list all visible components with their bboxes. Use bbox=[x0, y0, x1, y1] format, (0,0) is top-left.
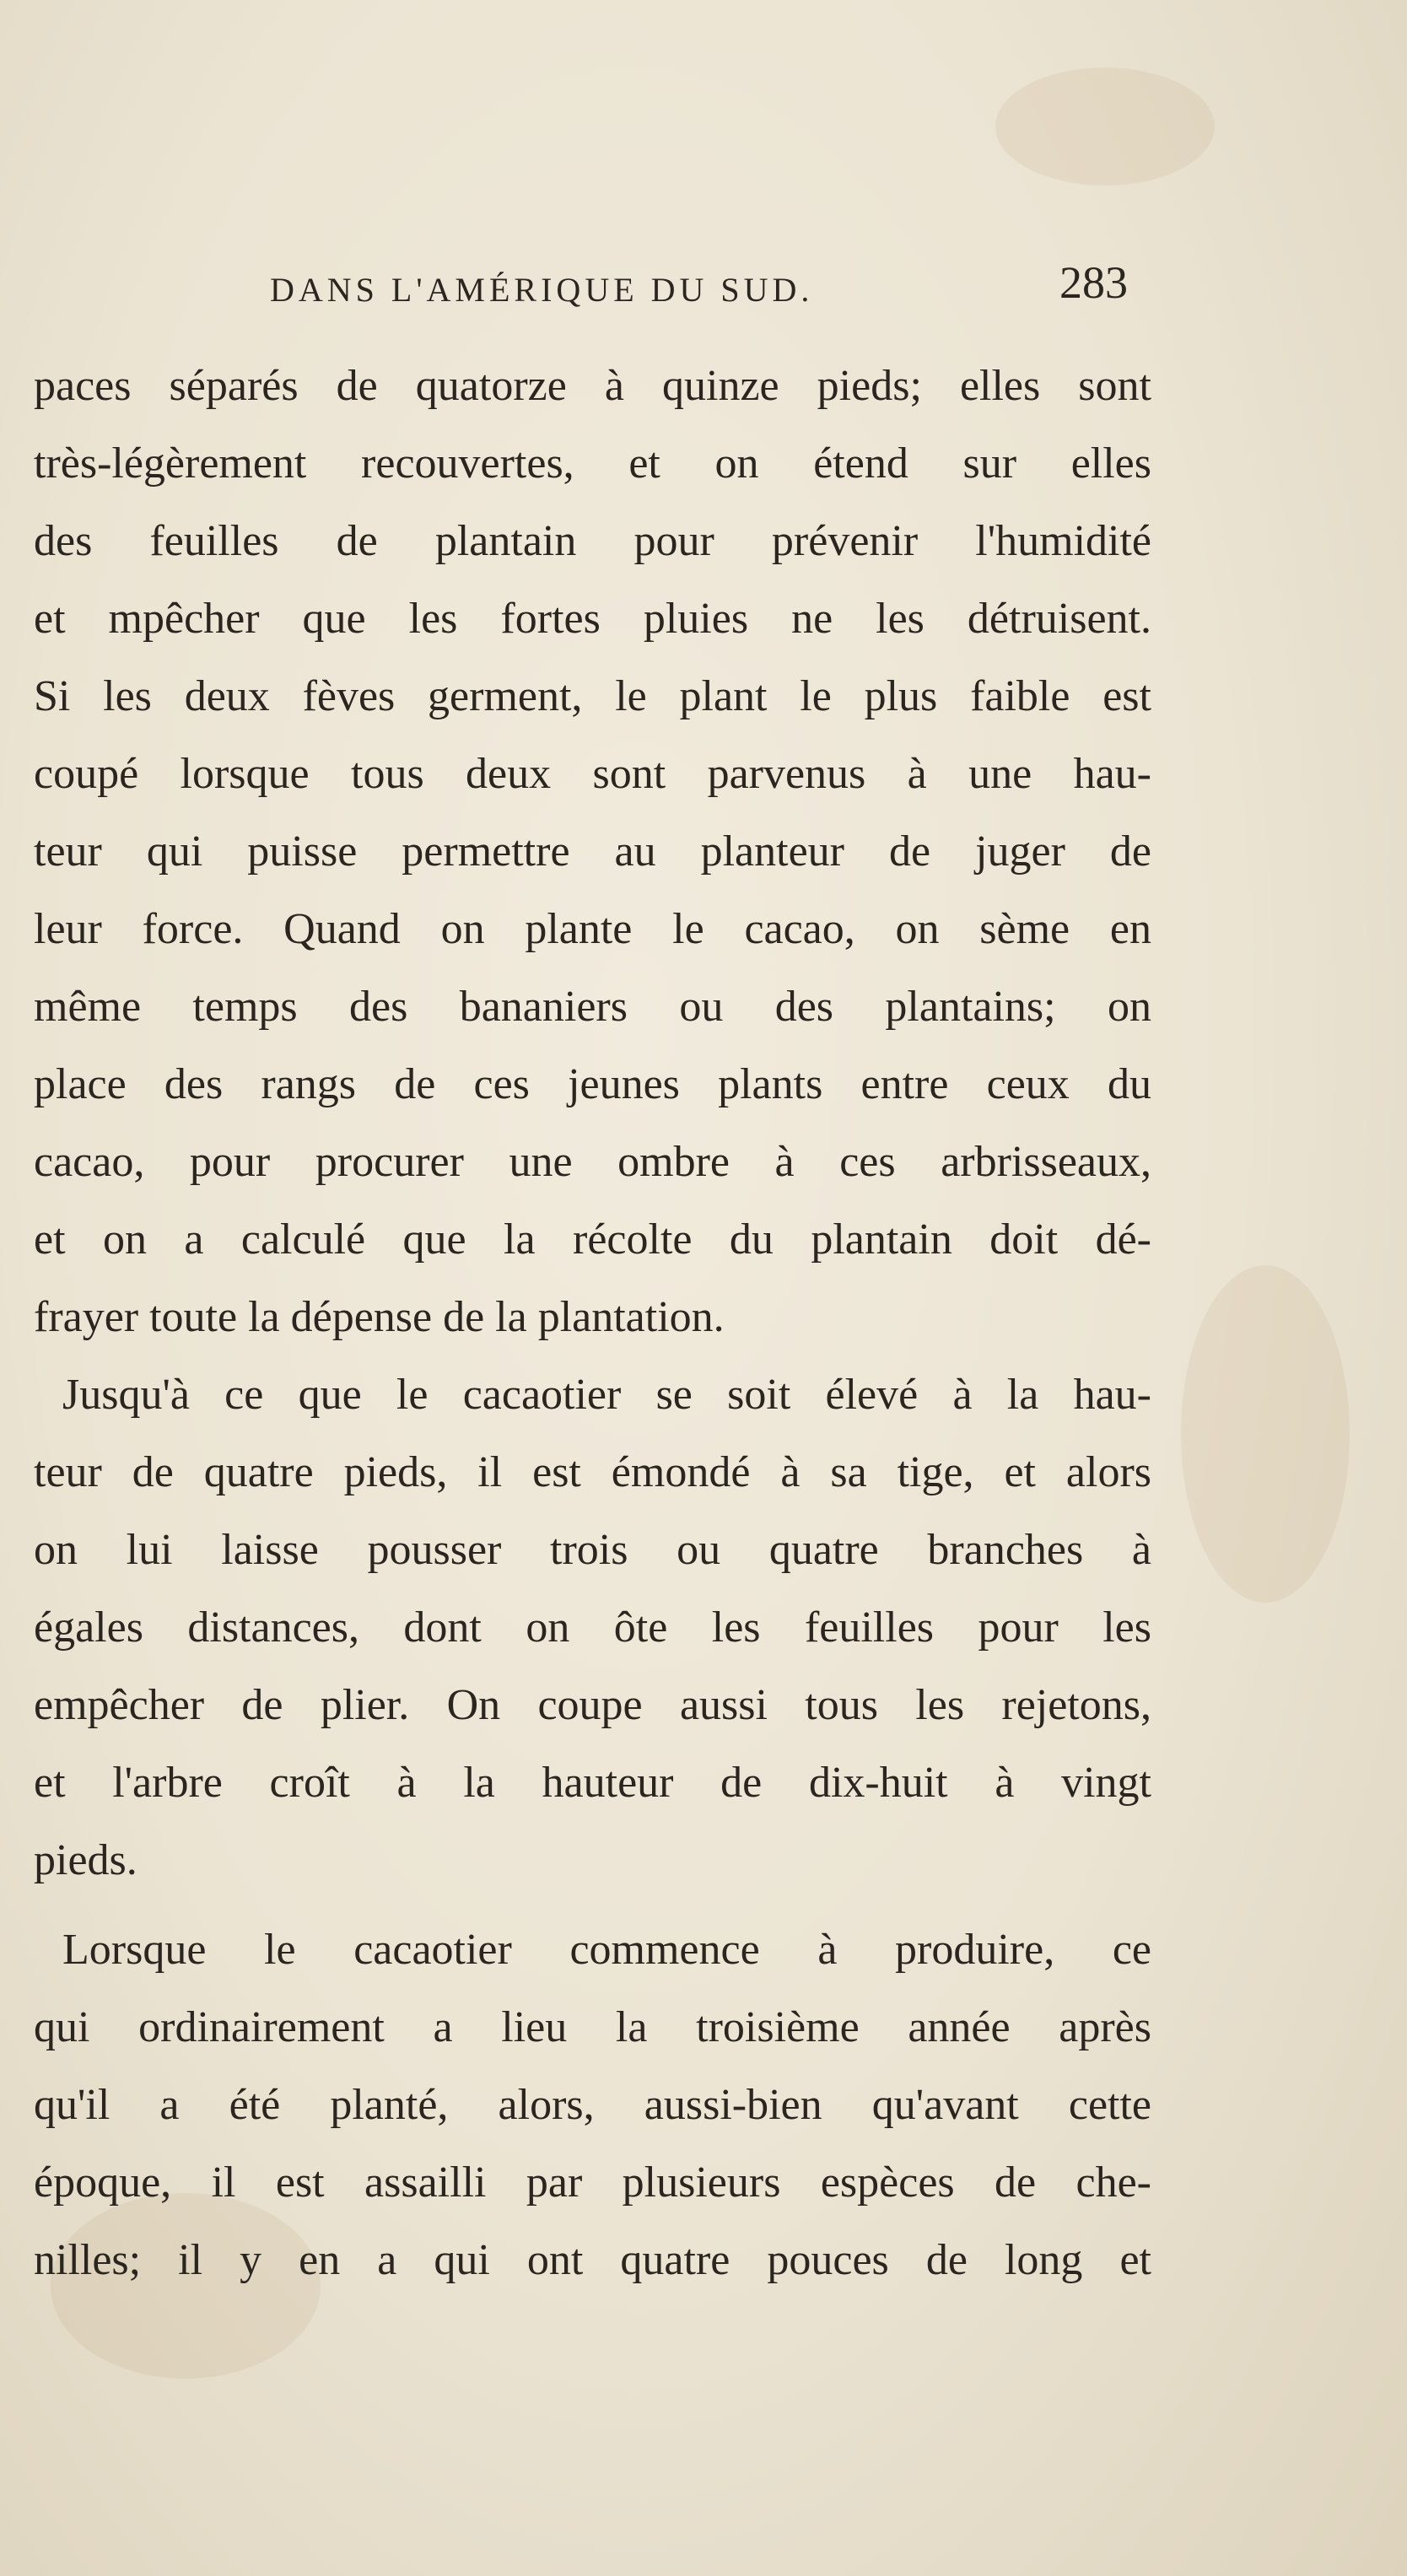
text-line: leur force. Quand on plante le cacao, on sème en bbox=[34, 905, 1151, 953]
text-line: qu'il a été planté, alors, aussi-bien qu'avant cette bbox=[34, 2081, 1151, 2129]
page-header bbox=[0, 253, 1407, 321]
text-line: coupé lorsque tous deux sont parvenus à une hau- bbox=[34, 750, 1151, 798]
text-line: époque, il est assailli par plusieurs espèces de che- bbox=[34, 2158, 1151, 2207]
text-line: et on a calculé que la récolte du plantain doit dé- bbox=[34, 1215, 1151, 1264]
text-line: paces séparés de quatorze à quinze pieds; elles sont bbox=[34, 362, 1151, 410]
text-line: des feuilles de plantain pour prévenir l'humidité bbox=[34, 517, 1151, 565]
text-line: et mpêcher que les fortes pluies ne les détruisent. bbox=[34, 595, 1151, 643]
text-line: qui ordinairement a lieu la troisième année après bbox=[34, 2003, 1151, 2051]
text-line: pieds. bbox=[34, 1836, 137, 1884]
text-line: même temps des bananiers ou des plantains; on bbox=[34, 983, 1151, 1031]
text-line: frayer toute la dépense de la plantation. bbox=[34, 1293, 725, 1341]
text-line: place des rangs de ces jeunes plants entre ceux du bbox=[34, 1060, 1151, 1108]
text-line: teur de quatre pieds, il est émondé à sa tige, et alors bbox=[34, 1448, 1151, 1496]
text-line: nilles; il y en a qui ont quatre pouces de long et bbox=[34, 2236, 1151, 2284]
text-line: cacao, pour procurer une ombre à ces arbrisseaux, bbox=[34, 1138, 1151, 1186]
text-line: Jusqu'à ce que le cacaotier se soit élevé à la hau- bbox=[62, 1371, 1151, 1419]
paragraph-spacing bbox=[34, 1900, 1151, 1911]
paragraph bbox=[34, 348, 1151, 1356]
text-line: on lui laisse pousser trois ou quatre branches à bbox=[34, 1526, 1151, 1574]
paragraph bbox=[34, 1356, 1151, 1900]
text-line: égales distances, dont on ôte les feuilles pour les bbox=[34, 1603, 1151, 1652]
text-line: très-légèrement recouvertes, et on étend sur elles bbox=[34, 439, 1151, 488]
body-text bbox=[34, 348, 1151, 2299]
text-line: teur qui puisse permettre au planteur de juger de bbox=[34, 827, 1151, 876]
paper-stain bbox=[995, 67, 1215, 186]
text-line: Si les deux fèves germent, le plant le plus faible est bbox=[34, 672, 1151, 720]
text-line: et l'arbre croît à la hauteur de dix-huit à vingt bbox=[34, 1759, 1151, 1807]
paragraph bbox=[34, 1911, 1151, 2299]
running-title: DANS L'AMÉRIQUE DU SUD. bbox=[270, 271, 814, 309]
text-line: empêcher de plier. On coupe aussi tous les rejetons, bbox=[34, 1681, 1151, 1729]
paper-stain bbox=[1181, 1265, 1350, 1603]
text-line: Lorsque le cacaotier commence à produire, ce bbox=[62, 1926, 1151, 1974]
page-number: 283 bbox=[1059, 257, 1128, 308]
